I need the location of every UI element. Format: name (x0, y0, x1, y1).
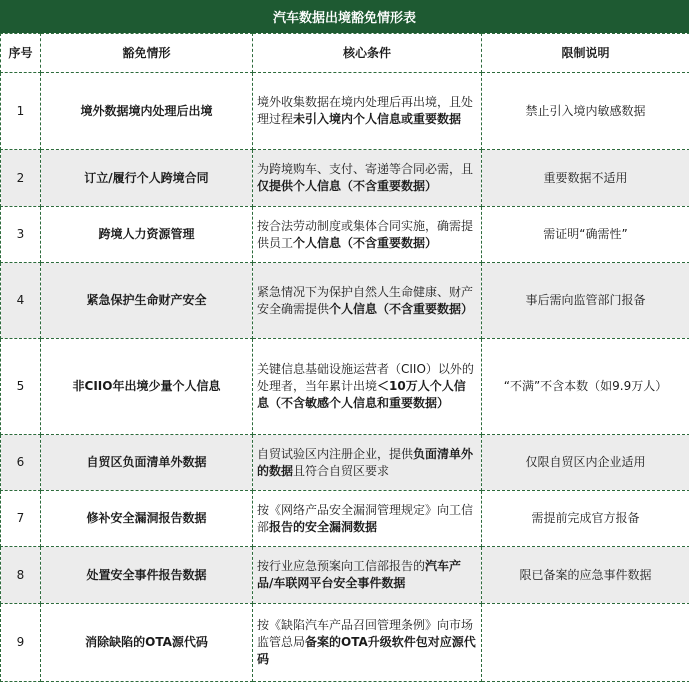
table-title: 汽车数据出境豁免情形表 (0, 0, 689, 33)
scenario-cell: 跨境人力资源管理 (41, 207, 253, 263)
condition-cell (253, 150, 482, 207)
scenario-cell: 修补安全漏洞报告数据 (41, 491, 253, 547)
scenario-cell: 处置安全事件报告数据 (41, 547, 253, 604)
condition-emphasis: 仅提供个人信息（不含重要数据） (257, 179, 437, 193)
limit-cell (482, 604, 689, 682)
condition-cell (253, 263, 482, 339)
row-number: 7 (1, 491, 41, 547)
table-row[interactable] (1, 604, 689, 682)
condition-emphasis: 负面清单外的数据 (257, 447, 473, 478)
table-row[interactable] (1, 339, 689, 435)
scenario-cell: 订立/履行个人跨境合同 (41, 150, 253, 207)
row-number: 3 (1, 207, 41, 263)
condition-text: 境外收集数据在境内处理后再出境，且处理过程 (257, 95, 473, 126)
table-row[interactable] (1, 207, 689, 263)
table-row[interactable] (1, 547, 689, 604)
scenario-cell: 非CIIO年出境少量个人信息 (41, 339, 253, 435)
condition-tail: 且符合自贸区要求 (293, 464, 389, 478)
limit-cell: 事后需向监管部门报备 (482, 263, 689, 339)
condition-emphasis: 报告的安全漏洞数据 (269, 520, 377, 534)
limit-cell: “不满”不含本数（如9.9万人） (482, 339, 689, 435)
condition-text: 为跨境购车、支付、寄递等合同必需，且 (257, 162, 473, 176)
scenario-cell: 紧急保护生命财产安全 (41, 263, 253, 339)
condition-text: 关键信息基础设施运营者（CIIO）以外的处理者，当年累计出境 (257, 362, 474, 393)
condition-emphasis: 备案的OTA升级软件包对应源代码 (257, 635, 476, 666)
condition-text: 按《网络产品安全漏洞管理规定》向工信部 (257, 503, 473, 534)
condition-cell (253, 207, 482, 263)
row-number: 6 (1, 435, 41, 491)
table-row[interactable] (1, 73, 689, 150)
condition-text: 按行业应急预案向工信部报告的 (257, 559, 425, 573)
condition-cell (253, 604, 482, 682)
condition-cell (253, 435, 482, 491)
condition-emphasis: 个人信息（不含重要数据） (329, 302, 473, 316)
table-row[interactable] (1, 491, 689, 547)
condition-text: 紧急情况下为保护自然人生命健康、财产安全确需提供 (257, 285, 473, 316)
row-number: 4 (1, 263, 41, 339)
header-no: 序号 (1, 34, 41, 73)
condition-text: 按《缺陷汽车产品召回管理条例》向市场监管总局 (257, 618, 473, 649)
condition-cell (253, 339, 482, 435)
exemption-table (0, 33, 689, 682)
scenario-cell: 自贸区负面清单外数据 (41, 435, 253, 491)
header-condition: 核心条件 (253, 34, 482, 73)
condition-cell (253, 491, 482, 547)
limit-cell: 仅限自贸区内企业适用 (482, 435, 689, 491)
limit-cell: 需提前完成官方报备 (482, 491, 689, 547)
row-number: 8 (1, 547, 41, 604)
limit-cell: 禁止引入境内敏感数据 (482, 73, 689, 150)
limit-cell: 重要数据不适用 (482, 150, 689, 207)
scenario-cell: 境外数据境内处理后出境 (41, 73, 253, 150)
condition-cell (253, 547, 482, 604)
condition-emphasis: ＜10万人个人信息（不含敏感个人信息和重要数据） (257, 379, 466, 410)
header-row (1, 34, 689, 73)
condition-text: 自贸试验区内注册企业，提供 (257, 447, 413, 461)
row-number: 2 (1, 150, 41, 207)
header-scenario: 豁免情形 (41, 34, 253, 73)
header-limit: 限制说明 (482, 34, 689, 73)
limit-cell: 限已备案的应急事件数据 (482, 547, 689, 604)
row-number: 5 (1, 339, 41, 435)
condition-emphasis: 汽车产品/车联网平台安全事件数据 (257, 559, 461, 590)
condition-emphasis: 未引入境内个人信息或重要数据 (293, 112, 461, 126)
row-number: 1 (1, 73, 41, 150)
condition-text: 按合法劳动制度或集体合同实施，确需提供员工 (257, 219, 473, 250)
table-row[interactable] (1, 263, 689, 339)
scenario-cell: 消除缺陷的OTA源代码 (41, 604, 253, 682)
condition-cell (253, 73, 482, 150)
row-number: 9 (1, 604, 41, 682)
table-row[interactable] (1, 150, 689, 207)
limit-cell: 需证明“确需性” (482, 207, 689, 263)
condition-emphasis: 个人信息（不含重要数据） (293, 236, 437, 250)
table-row[interactable] (1, 435, 689, 491)
